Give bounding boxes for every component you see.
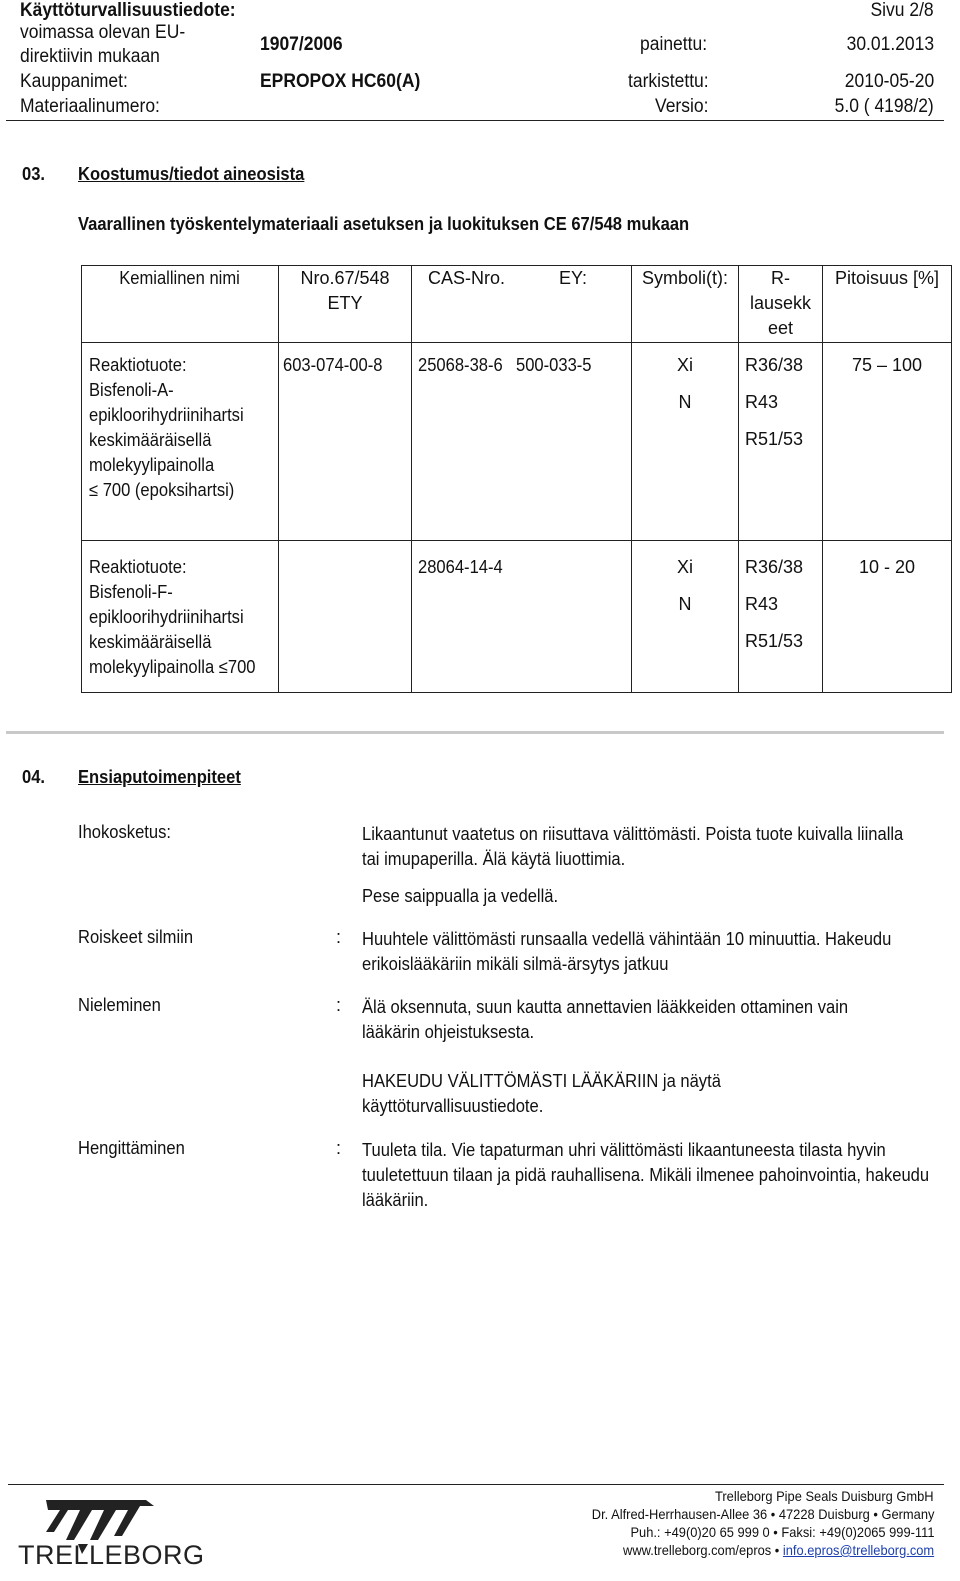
trade-name-value: EPROPOX HC60(A)	[260, 71, 421, 92]
row2-cas: 28064-14-4	[418, 557, 503, 577]
row2-chemical-name: Reaktiotuote: Bisfenoli-F- epikloorihydriinihartsi keskimääräisellä molekyylipainolla ≤700	[82, 541, 279, 693]
printed-date: 30.01.2013	[846, 34, 934, 55]
footer-separator: •	[771, 1542, 783, 1558]
version-label: Versio:	[655, 96, 709, 117]
footer-divider	[8, 1484, 944, 1485]
row2-symbols: Xi N	[632, 541, 739, 693]
composition-table	[81, 265, 952, 693]
row2-r-phrases: R36/38 R43 R51/53	[739, 541, 823, 693]
footer-phone: Puh.: +49(0)20 65 999 0 • Faksi: +49(0)2065 999-111	[629, 1524, 934, 1540]
directive-label-line1: voimassa olevan EU-	[20, 22, 186, 43]
table-row	[82, 541, 952, 693]
skin-contact-text-2: Pese saippualla ja vedellä.	[362, 886, 559, 906]
inhalation-label: Hengittäminen	[78, 1138, 185, 1158]
row1-chemical-name: Reaktiotuote: Bisfenoli-A- epikloorihydriinihartsi keskimääräisellä molekyylipainolla ≤ 700 (epoksihartsi)	[82, 343, 279, 541]
header-r-phrases: R- lausekk eet	[739, 266, 823, 343]
trade-name-label: Kauppanimet:	[20, 71, 128, 92]
row1-cas: 25068-38-6	[418, 355, 503, 375]
row2-nro	[279, 541, 412, 693]
row2-cas-ey	[412, 541, 632, 693]
directive-value: 1907/2006	[260, 34, 343, 55]
inhalation-text: Tuuleta tila. Vie tapaturman uhri välittömästi likaantuneesta tilasta hyvin tuuletettuun tilaan ja pidä rauhallisena. Mikäli ilmenee pahoinvointia, hakeudu lääkäriin.	[362, 1140, 930, 1210]
footer-website[interactable]: www.trelleborg.com/epros	[622, 1542, 772, 1558]
page-number: Sivu 2/8	[870, 0, 934, 21]
header-cas: CAS-Nro.	[428, 268, 506, 288]
footer-company: Trelleborg Pipe Seals Duisburg GmbH	[715, 1488, 934, 1504]
ingestion-text: Älä oksennuta, suun kautta annettavien lääkkeiden ottaminen vain lääkärin ohjeistuksesta. HAKEUDU VÄLITTÖMÄSTI LÄÄKÄRIIN ja näytä käyttöturvallisuustiedote.	[362, 995, 922, 1119]
eye-contact-colon: :	[336, 927, 342, 947]
directive-label-line2: direktiivin mukaan	[20, 46, 160, 67]
version-value: 5.0 ( 4198/2)	[834, 96, 934, 117]
row1-symbols: Xi N	[632, 343, 739, 541]
header-divider	[6, 120, 944, 121]
table-row	[82, 343, 952, 541]
header-content: Pitoisuus [%]	[823, 266, 952, 343]
section-03-subtitle: Vaarallinen työskentelymateriaali asetuksen ja luokituksen CE 67/548 mukaan	[78, 214, 690, 234]
header-chemical-name: Kemiallinen nimi	[82, 266, 279, 343]
section-03-title: Koostumus/tiedot aineosista	[78, 164, 305, 184]
header-symbols: Symboli(t):	[632, 266, 739, 343]
row1-ey: 500-033-5	[516, 355, 592, 375]
table-header-row	[82, 266, 952, 343]
document-title: Käyttöturvallisuustiedote:	[20, 0, 236, 21]
eye-contact-text: Huuhtele välittömästi runsaalla vedellä vähintään 10 minuuttia. Hakeudu erikoislääkäriin mikäli silmä-ärsytys jatkuu	[362, 929, 892, 974]
ingestion-text-2: HAKEUDU VÄLITTÖMÄSTI LÄÄKÄRIIN ja näytä käyttöturvallisuustiedote.	[362, 1071, 721, 1116]
eye-contact-label: Roiskeet silmiin	[78, 927, 194, 947]
checked-label: tarkistettu:	[628, 71, 709, 92]
printed-label: painettu:	[640, 34, 708, 55]
row1-r-phrases: R36/38 R43 R51/53	[739, 343, 823, 541]
section-divider	[6, 731, 944, 734]
header-ey: EY:	[559, 268, 588, 288]
section-04-number: 04.	[22, 767, 46, 787]
checked-date: 2010-05-20	[844, 71, 934, 92]
row1-content: 75 – 100	[823, 343, 952, 541]
skin-contact-text: Likaantunut vaatetus on riisuttava välittömästi. Poista tuote kuivalla liinalla tai imupaperilla. Älä käytä liuottimia. Pese saippualla ja vedellä.	[362, 822, 922, 909]
section-04-title: Ensiaputoimenpiteet	[78, 767, 241, 787]
footer-email-link[interactable]: info.epros@trelleborg.com	[782, 1542, 934, 1558]
ingestion-colon: :	[336, 995, 342, 1015]
header-cas-ey	[412, 266, 632, 343]
logo-text: TRELLEBORG	[18, 1540, 205, 1570]
skin-contact-label: Ihokosketus:	[78, 822, 171, 842]
ingestion-label: Nieleminen	[78, 995, 161, 1015]
section-03-number: 03.	[22, 164, 46, 184]
material-number-label: Materiaalinumero:	[20, 96, 160, 117]
row2-content: 10 - 20	[823, 541, 952, 693]
trelleborg-logo	[18, 1496, 205, 1576]
inhalation-colon: :	[336, 1138, 342, 1158]
footer-address: Dr. Alfred-Herrhausen-Allee 36 • 47228 Duisburg • Germany	[591, 1506, 934, 1522]
row1-cas-ey	[412, 343, 632, 541]
footer-contact	[623, 1542, 934, 1558]
header-nro: Nro.67/548 ETY	[279, 266, 412, 343]
row1-nro: 603-074-00-8	[279, 343, 412, 541]
